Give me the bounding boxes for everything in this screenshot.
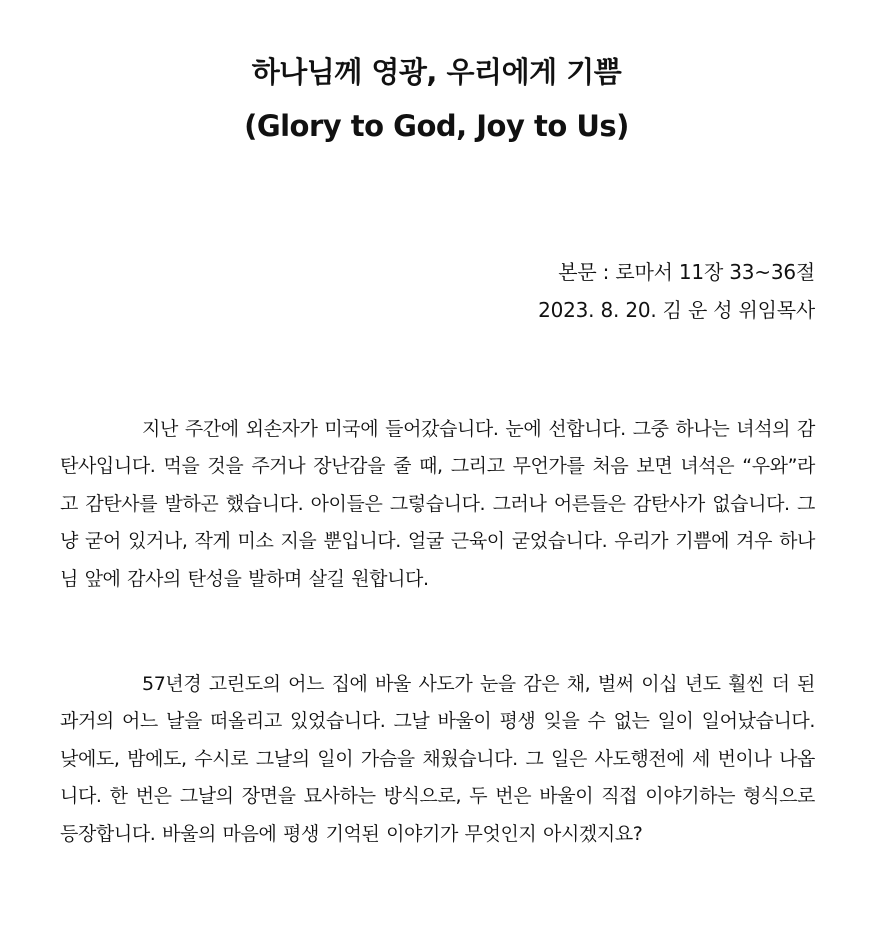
scripture-passage: 본문 : 로마서 11장 33~36절	[558, 260, 815, 284]
body-paragraph-1: 지난 주간에 외손자가 미국에 들어갔습니다. 눈에 선합니다. 그중 하나는 녀석의 감탄사입니다. 먹을 것을 주거나 장난감을 줄 때, 그리고 무언가를 처음 보면 녀석은 “우와”라고 감탄사를 발하곤 했습니다. 아이들은 그렇습니다. 그러나 어른들은 감탄사가 없습니다. 그냥 굳어 있거나, 작게 미소 지을 뿐입니다. 얼굴 근육이 굳었습니다. 우리가 기쁨에 겨우 하나님 앞에 감사의 탄성을 발하며 살길 원합니다.	[60, 418, 815, 590]
page-subtitle-english: (Glory to God, Joy to Us)	[244, 109, 629, 143]
body-paragraph-2: 57년경 고린도의 어느 집에 바울 사도가 눈을 감은 채, 벌써 이십 년도 훨씬 더 된 과거의 어느 날을 떠올리고 있었습니다. 그날 바울이 평생 잊을 수 없는 일이 일어났습니다. 낮에도, 밤에도, 수시로 그날의 일이 가슴을 채웠습니다. 그 일은 사도행전에 세 번이나 나옵니다. 한 번은 그날의 장면을 묘사하는 방식으로, 두 번은 바울이 직접 이야기하는 형식으로 등장합니다. 바울의 마음에 평생 기억된 이야기가 무엇인지 아시겠지요?	[60, 673, 815, 845]
date-and-author: 2023. 8. 20. 김 운 성 위임목사	[538, 298, 815, 322]
page-title: 하나님께 영광, 우리에게 기쁨	[251, 55, 622, 89]
